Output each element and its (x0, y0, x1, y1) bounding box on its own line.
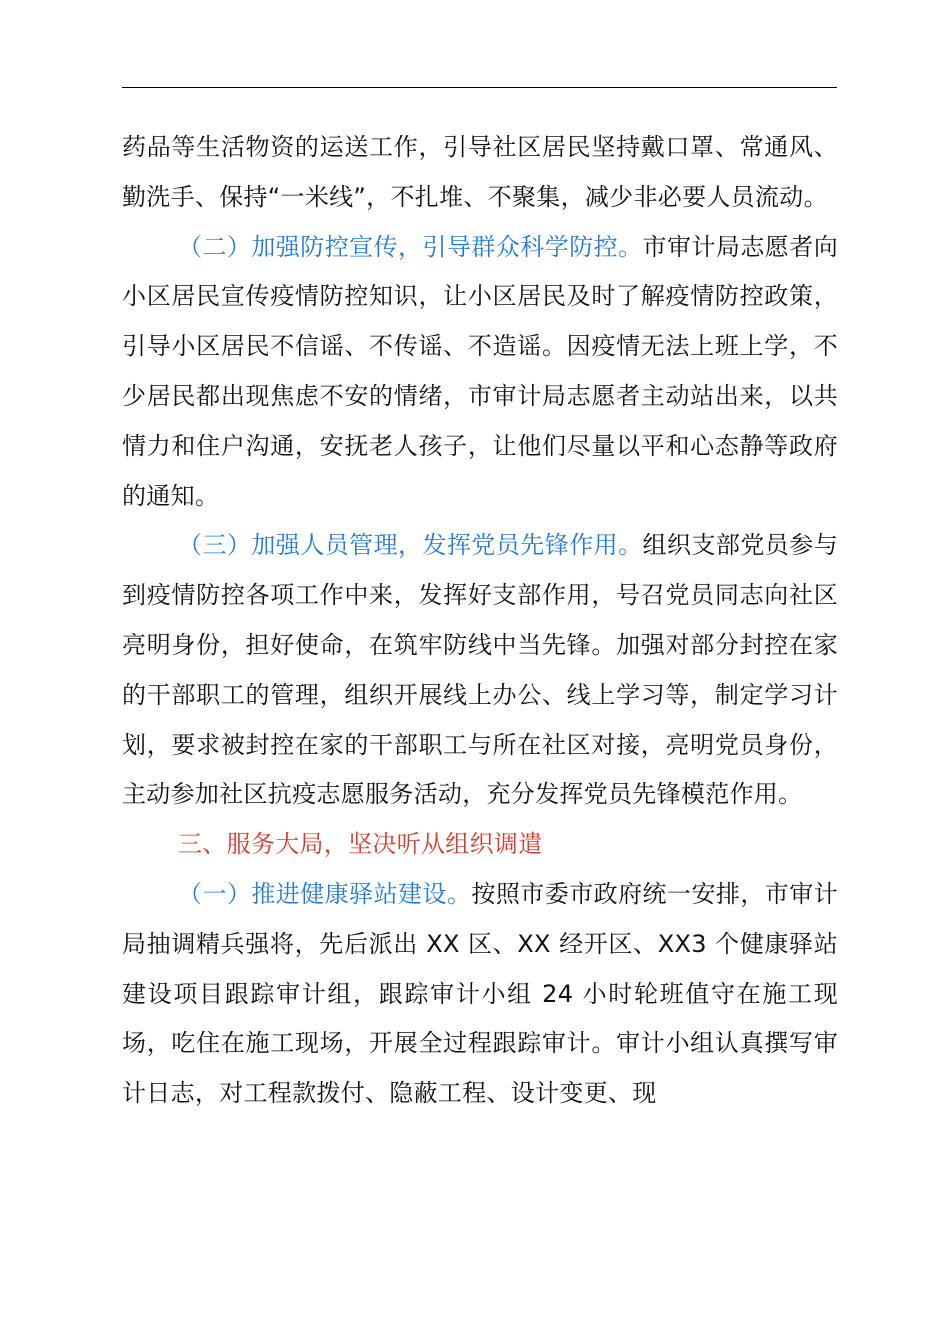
paragraph-text: 市审计局志愿者向小区居民宣传疫情防控知识，让小区居民及时了解疫情防控政策，引导小区居民不信谣、不传谣、不造谣。因疫情无法上班上学，不少居民都出现焦虑不安的情绪，市审计局志愿者主动站出来，以共情力和住户沟通，安抚老人孩子，让他们尽量以平和心态静等政府的通知。 (122, 232, 838, 510)
subheading-health-station: （一）推进健康驿站建设。 (178, 879, 472, 908)
paragraph-publicity (122, 223, 838, 522)
section-heading-text: 三、服务大局，坚决听从组织调遣 (178, 830, 543, 859)
paragraph-continuation (122, 123, 838, 223)
subheading-personnel: （三）加强人员管理，发挥党员先锋作用。 (178, 531, 643, 560)
paragraph-text: 按照市委市政府统一安排，市审计局抽调精兵强将，先后派出 XX 区、XX 经开区、XX3 个健康驿站建设项目跟踪审计组，跟踪审计小组 24 小时轮班值守在施工现场，吃住在施工现场，开展全过程跟踪审计。审计小组认真撰写审计日志，对工程款拨付、隐蔽工程、设计变更、现 (122, 879, 838, 1108)
paragraph-personnel (122, 521, 838, 820)
section-heading-three (122, 820, 838, 870)
paragraph-text: 组织支部党员参与到疫情防控各项工作中来，发挥好支部作用，号召党员同志向社区亮明身份，担好使命，在筑牢防线中当先锋。加强对部分封控在家的干部职工的管理，组织开展线上办公、线上学习等，制定学习计划，要求被封控在家的干部职工与所在社区对接，亮明党员身份，主动参加社区抗疫志愿服务活动，充分发挥党员先锋模范作用。 (122, 531, 838, 809)
header-rule (122, 87, 837, 88)
document-body (122, 123, 838, 1119)
paragraph-text: 药品等生活物资的运送工作，引导社区居民坚持戴口罩、常通风、勤洗手、保持“一米线”，不扎堆、不聚集，减少非必要人员流动。 (122, 133, 838, 211)
subheading-publicity: （二）加强防控宣传，引导群众科学防控。 (178, 232, 643, 261)
paragraph-health-station (122, 870, 838, 1119)
